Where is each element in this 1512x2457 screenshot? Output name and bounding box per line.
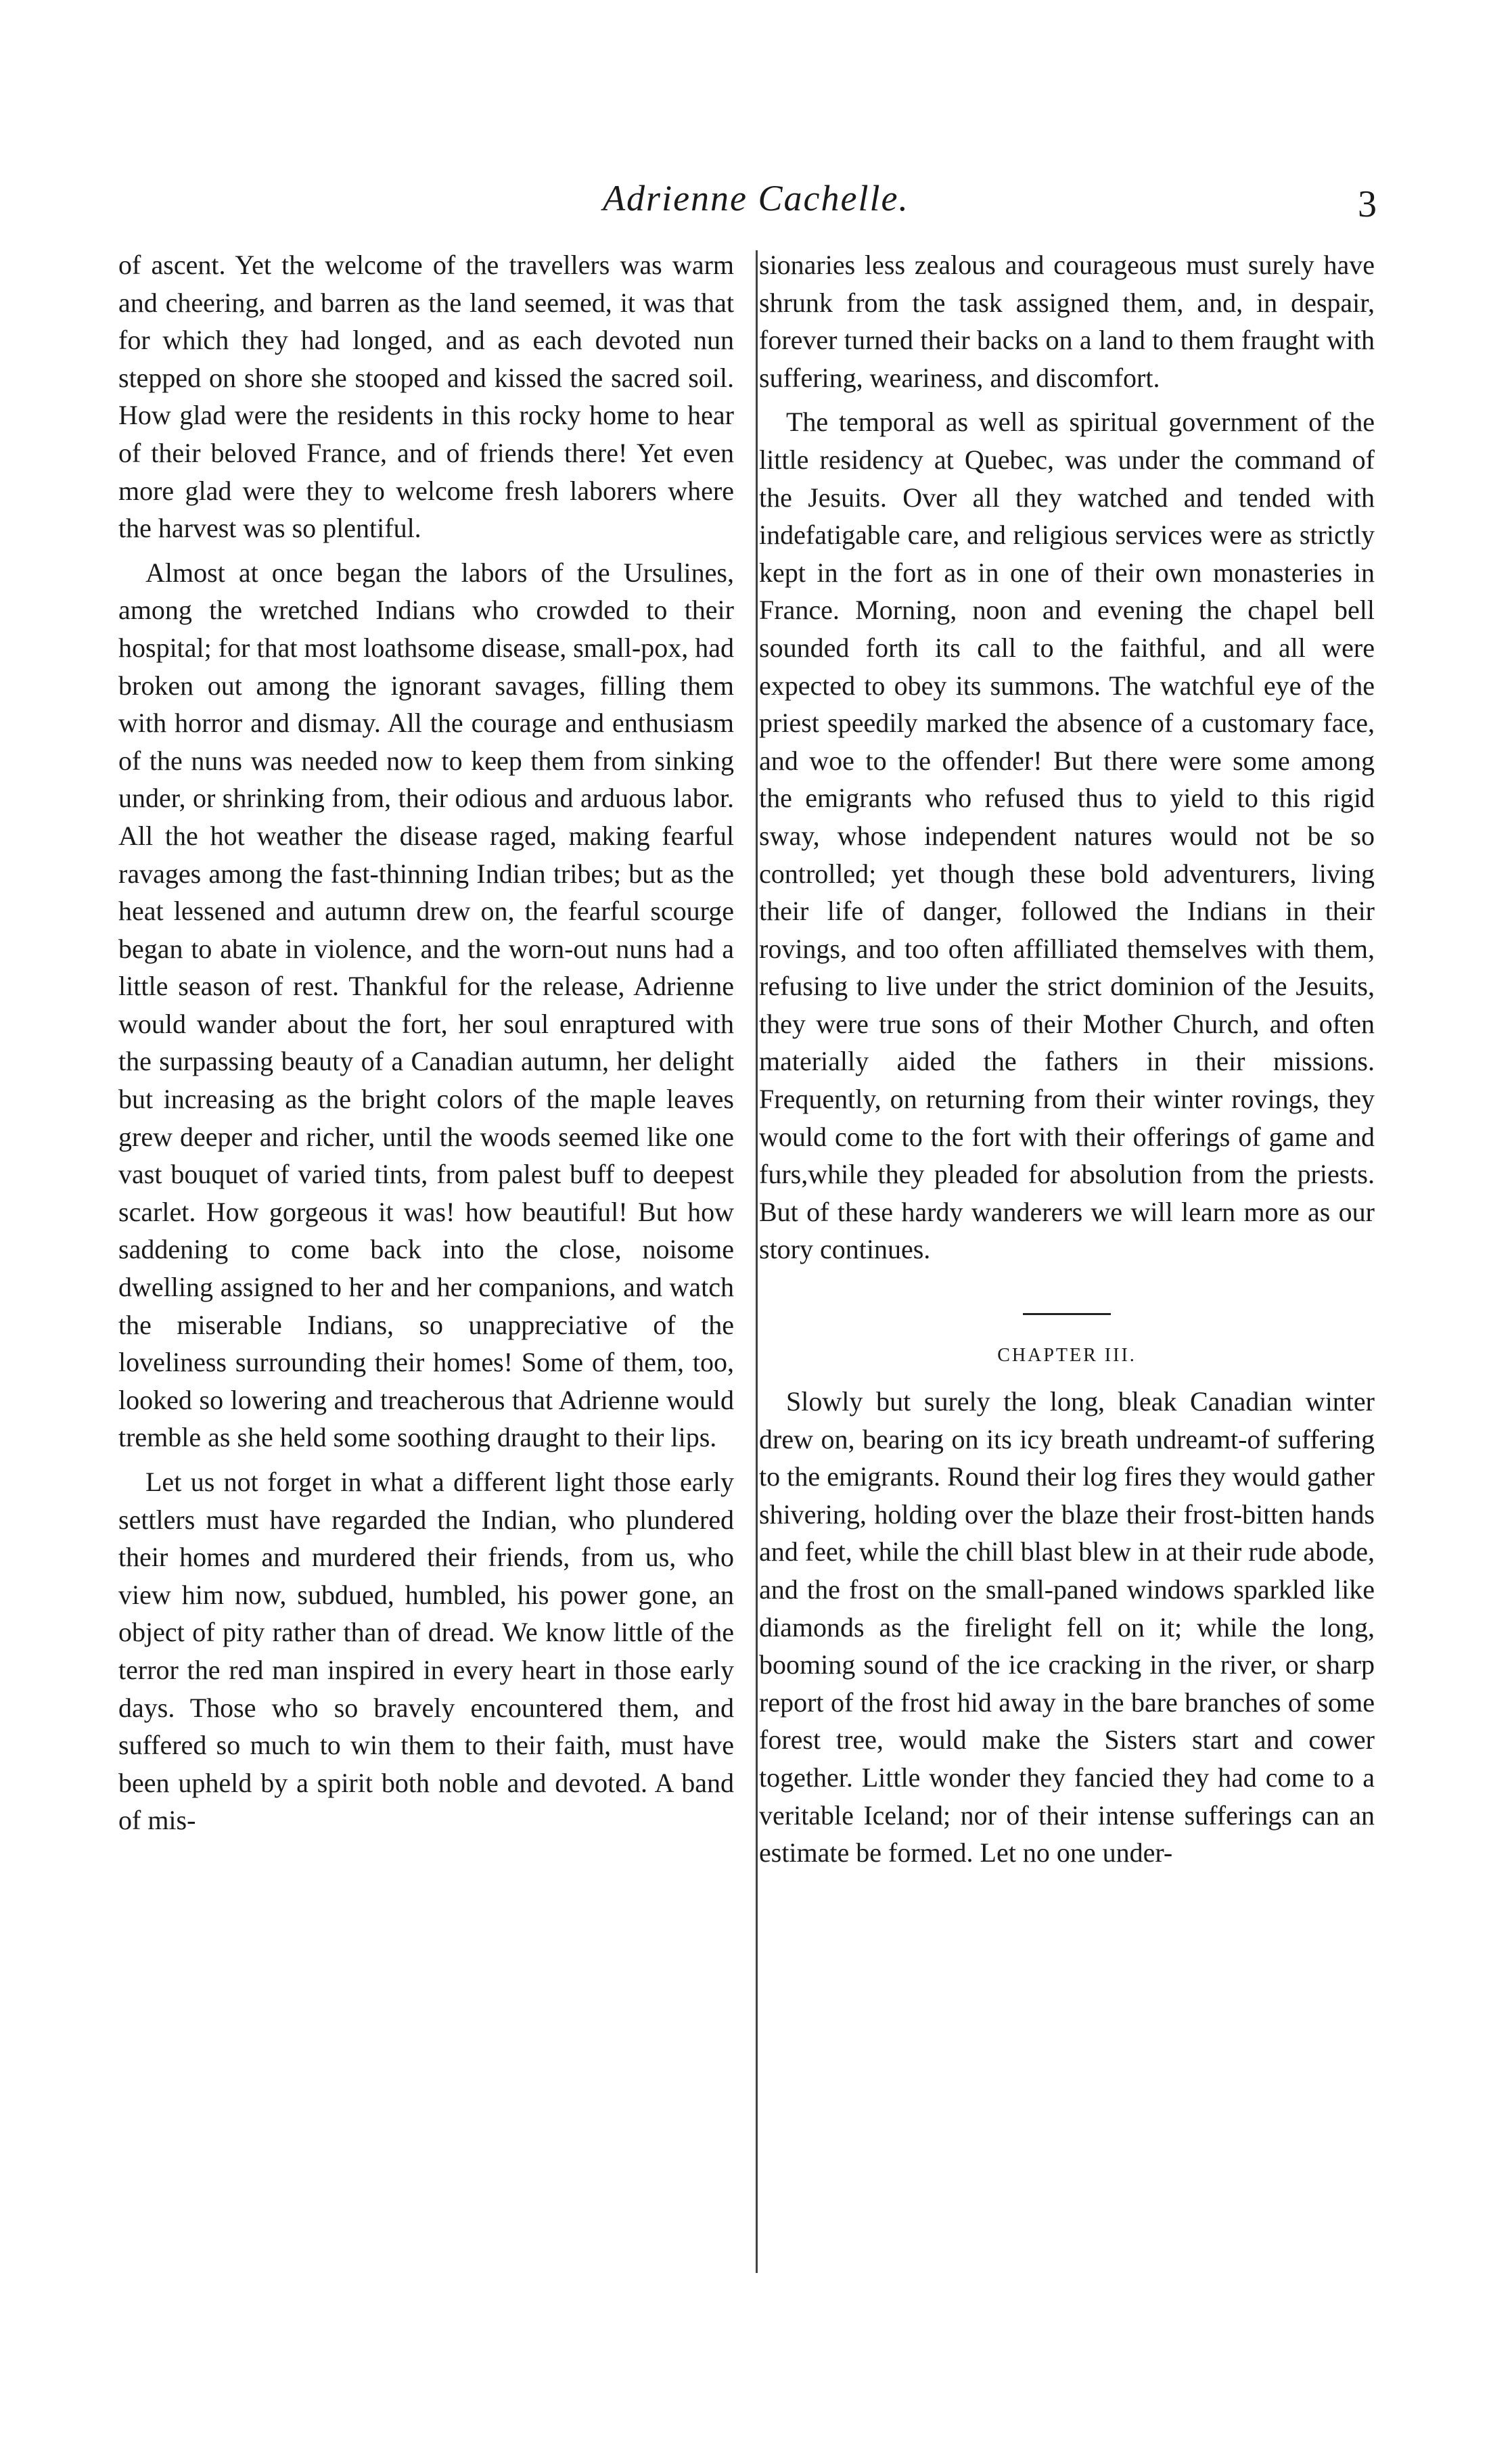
paragraph: of ascent. Yet the welcome of the travellers was warm and cheering, and barren as the land seemed, it was that for which they had longed, and as each devoted nun stepped on shore she stooped and kissed the sacred soil. How glad were the residents in this rocky home to hear of their beloved France, and of friends there! Yet even more glad were they to welcome fresh laborers where the harvest was so plentiful. xyxy=(118,250,734,544)
paragraph: Almost at once began the labors of the Ursulines, among the wretched Indians who crowded to their hospital; for that most loathsome disease, small-pox, had broken out among the ignorant savages, filling them with horror and dismay. All the courage and enthusiasm of the nuns was needed now to keep them from sinking under, or shrinking from, their odious and arduous labor. All the hot weather the disease raged, making fearful ravages among the fast-thinning Indian tribes; but as the heat lessened and autumn drew on, the fearful scourge began to abate in violence, and the worn-out nuns had a little season of rest. Thankful for the release, Adrienne would wander about the fort, her soul enraptured with the surpassing beauty of a Canadian autumn, her delight but increasing as the bright colors of the maple leaves grew deeper and richer, until the woods seemed like one vast bouquet of varied tints, from palest buff to deepest scarlet. How gorgeous it was! how beautiful! But how saddening to come back into the close, noisome dwelling assigned to her and her companions, and watch the miserable Indians, so unappreciative of the loveliness surrounding their homes! Some of them, too, looked so lowering and treacherous that Adrienne would tremble as she held some soothing draught to their lips. xyxy=(118,557,734,1453)
paragraph: Slowly but surely the long, bleak Canadian winter drew on, bearing on its icy breath undreamt-of suffering to the emigrants. Round their log fires they would gather shivering, holding over the blaze their frost-bitten hands and feet, while the chill blast blew in at their rude abode, and the frost on the small-paned windows sparkled like diamonds as the firelight fell on it; while the long, booming sound of the ice cracking in the river, or sharp report of the frost hid away in the bare branches of some forest tree, would make the Sisters start and cower together. Little wonder they fancied they had come to a veritable Iceland; nor of their intense sufferings can an estimate be formed. Let no one under- xyxy=(759,1386,1375,1868)
chapter-rule xyxy=(1023,1313,1111,1315)
left-column xyxy=(118,246,734,1839)
paragraph: sionaries less zealous and courageous must surely have shrunk from the task assigned them, and, in despair, forever turned their backs on a land to them fraught with suffering, weariness, and discomfort. xyxy=(759,250,1375,393)
column-divider xyxy=(756,250,758,2273)
paragraph: The temporal as well as spiritual government of the little residency at Quebec, was under the command of the Jesuits. Over all they watched and tended with indefatigable care, and religious services were as strictly kept in the fort as in one of their own monasteries in France. Morning, noon and evening the chapel bell sounded forth its call to the faithful, and all were expected to obey its summons. The watchful eye of the priest speedily marked the absence of a customary face, and woe to the offender! But there were some among the emigrants who refused thus to yield to this rigid sway, whose independent natures would not be so controlled; yet though these bold adventurers, living their life of danger, followed the Indians in their rovings, and too often affilliated themselves with them, refusing to live under the strict dominion of the Jesuits, they were true sons of their Mother Church, and often materially aided the fathers in their missions. Frequently, on returning from their winter rovings, they would come to the fort with their offerings of game and furs,while they pleaded for absolution from the priests. But of these hardy wanderers we will learn more as our story continues. xyxy=(759,407,1375,1265)
right-column xyxy=(759,246,1375,1872)
page-number: 3 xyxy=(1358,183,1377,225)
chapter-heading: CHAPTER III. xyxy=(997,1345,1137,1367)
paragraph: Let us not forget in what a different light those early settlers must have regarded the Indian, who plundered their homes and murdered their friends, from us, who view him now, subdued, humbled, his power gone, an object of pity rather than of dread. We know little of the terror the red man inspired in every heart in those early days. Those who so bravely encountered them, and suffered so much to win them to their faith, must have been upheld by a spirit both noble and devoted. A band of mis- xyxy=(118,1467,734,1836)
running-title: Adrienne Cachelle. xyxy=(603,178,909,219)
